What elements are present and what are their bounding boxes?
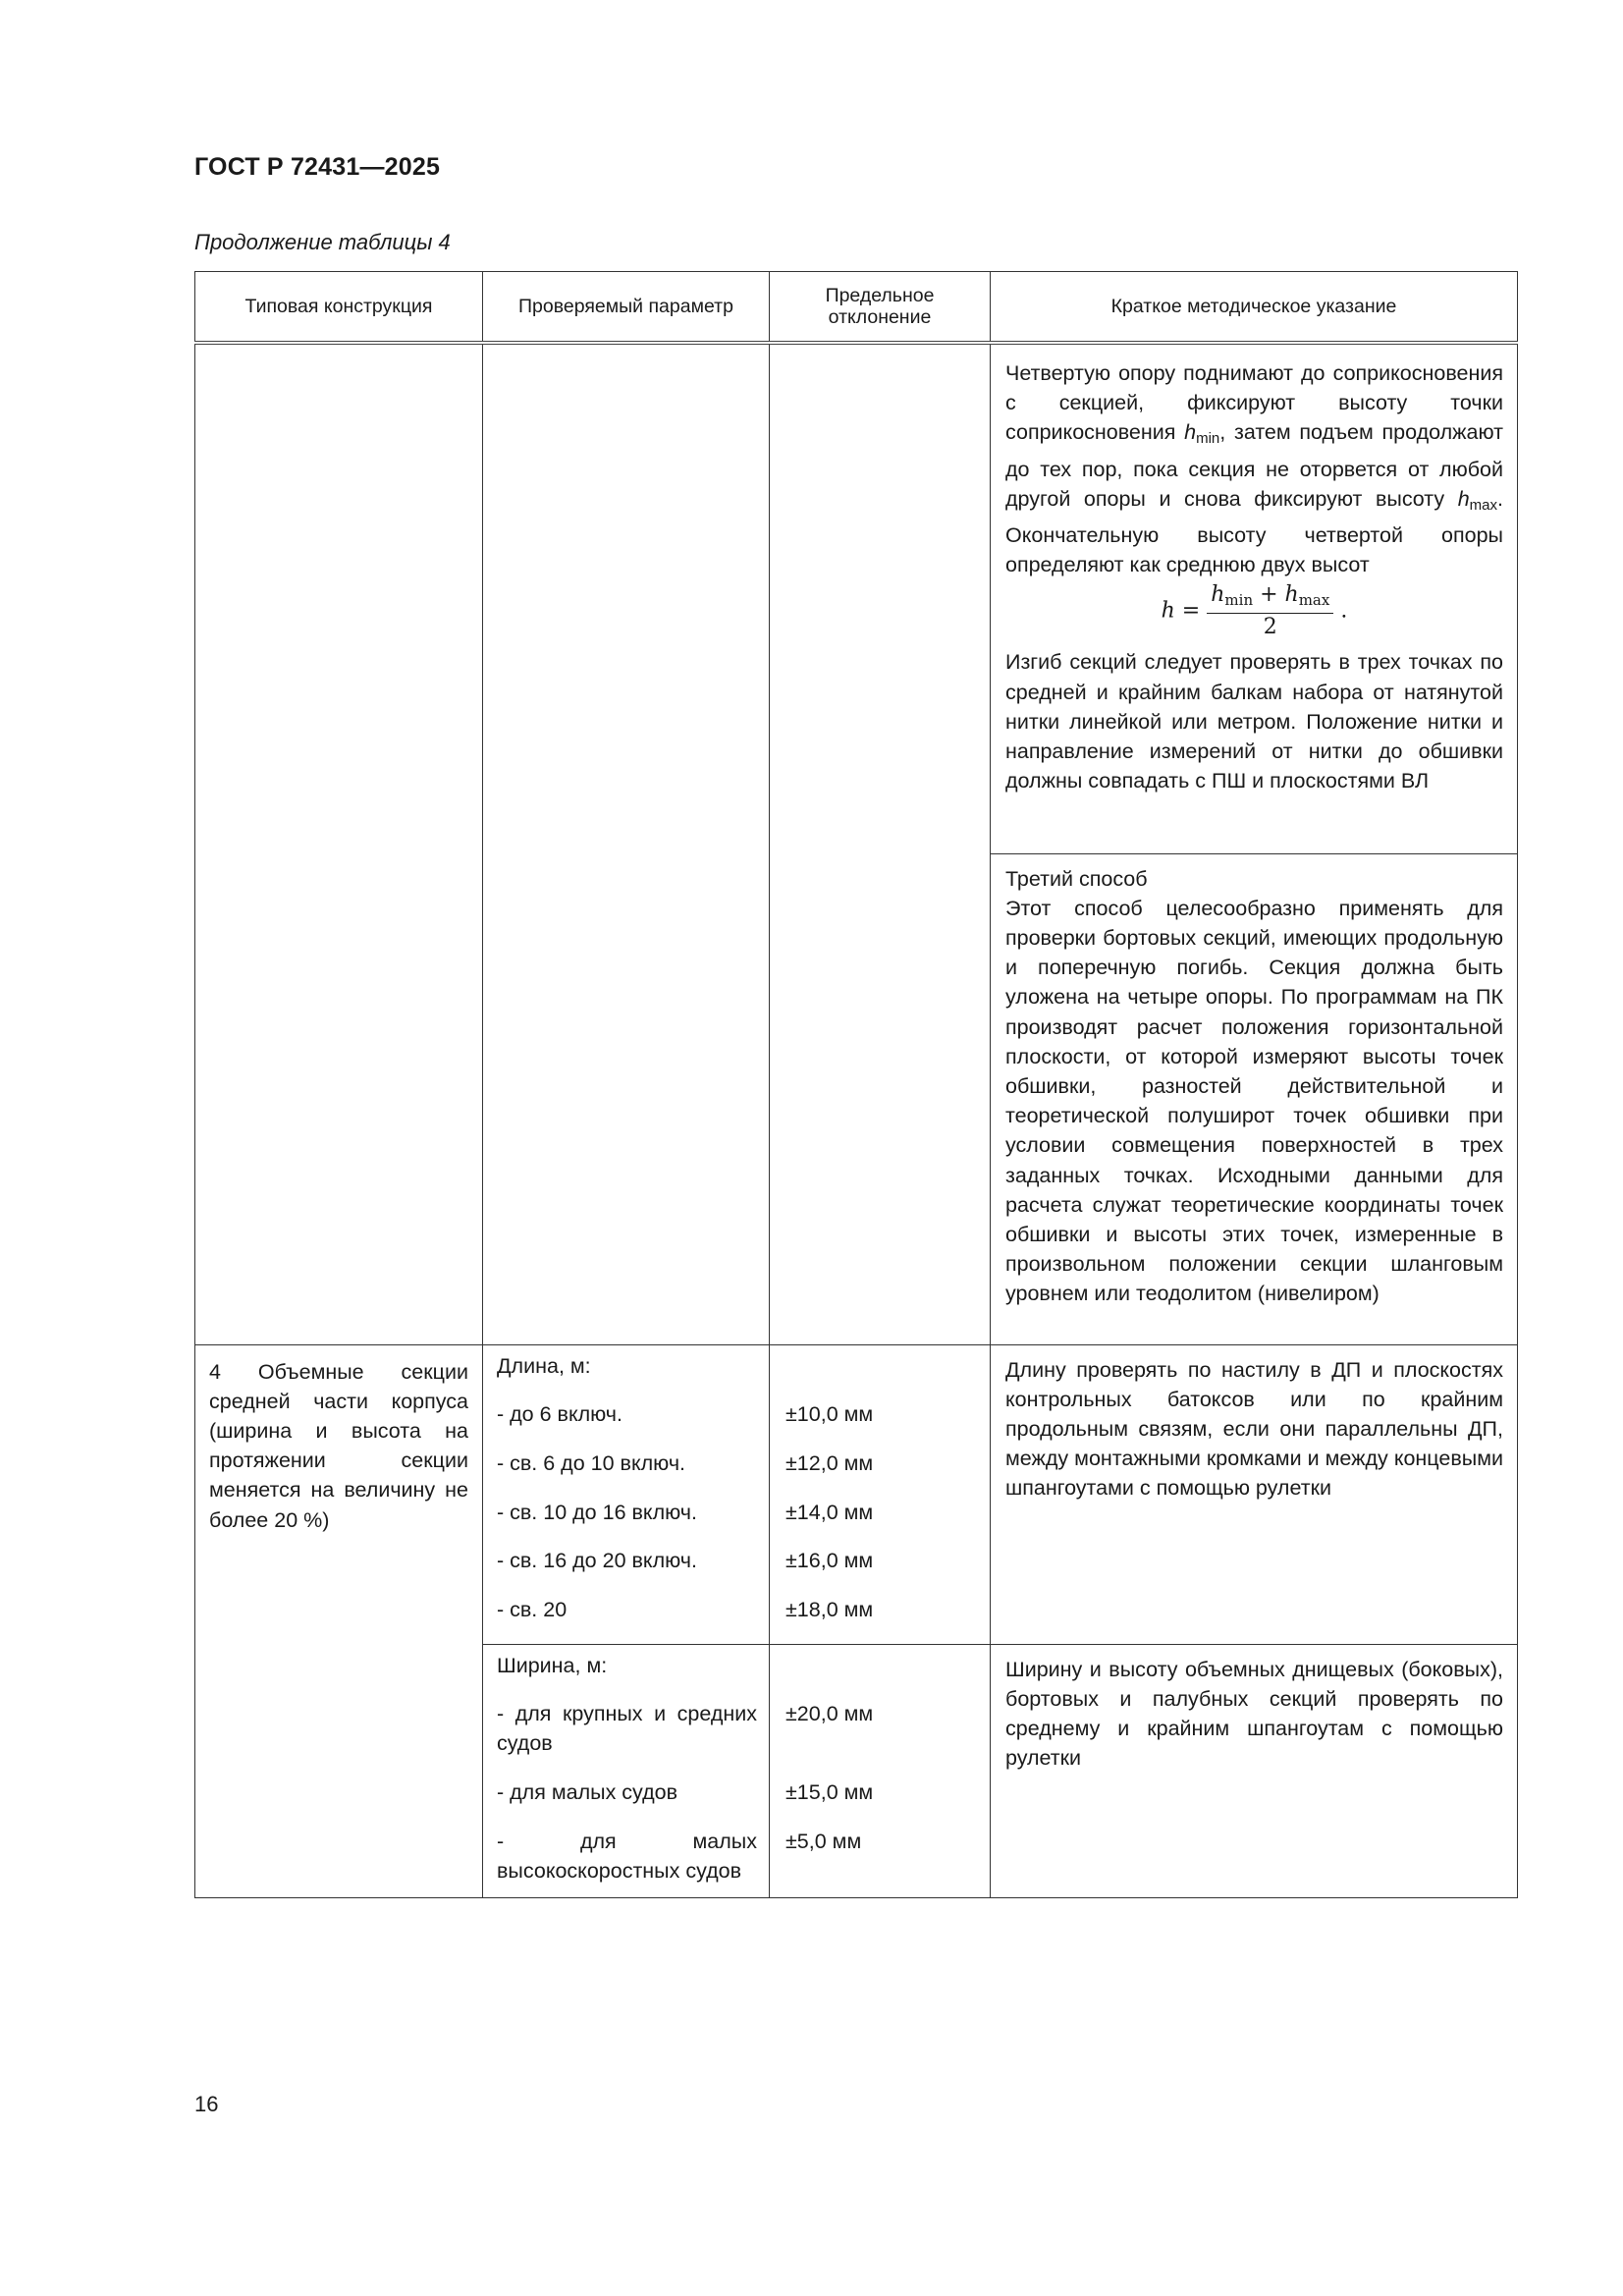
table-row bbox=[195, 1344, 1518, 1644]
deviation-value: ±20,0 мм bbox=[785, 1702, 874, 1726]
list-item: - до 6 включ. bbox=[497, 1402, 622, 1427]
construction-text: 4 Объемные секции средней части корпуса (ширина и высота на протяжении секции меняется на величину не более 20 %) bbox=[209, 1359, 468, 1532]
table-continuation-caption: Продолжение таблицы 4 bbox=[194, 230, 451, 254]
formula-denominator: 2 bbox=[1263, 615, 1277, 640]
text-run: Четвертую опору поднимают до соприкосновения с секцией, фиксируют высоту точки соприкосновения bbox=[1005, 361, 1503, 445]
deviation-value: ±15,0 мм bbox=[785, 1780, 874, 1805]
document-code: ГОСТ Р 72431—2025 bbox=[194, 153, 441, 181]
method-third-way-title: Третий способ bbox=[1005, 866, 1148, 891]
cell-method-width bbox=[991, 1644, 1518, 1897]
var-h: h bbox=[1457, 486, 1470, 511]
list-item: - св. 6 до 10 включ. bbox=[497, 1450, 685, 1475]
parameter-width-label: Ширина, м: bbox=[497, 1653, 608, 1677]
method-paragraph-fourth-support bbox=[1005, 358, 1503, 579]
deviation-spacer bbox=[770, 1351, 990, 1400]
cell-deviation-empty bbox=[770, 343, 991, 1344]
list-item: - св. 10 до 16 включ. bbox=[497, 1500, 697, 1524]
method-width-text: Ширину и высоту объемных днищевых (боковых), бортовых и палубных секций проверять по среднему и крайним шпангоутам с помощью рулетки bbox=[1005, 1657, 1503, 1771]
deviation-value: ±5,0 мм bbox=[785, 1830, 862, 1853]
parameter-length-label: Длина, м: bbox=[497, 1353, 591, 1378]
column-header-deviation-text: Предельное отклонение bbox=[825, 285, 935, 328]
formula-fraction bbox=[1207, 583, 1333, 639]
var-h: h bbox=[1284, 582, 1299, 608]
list-item: - св. 16 до 20 включ. bbox=[497, 1549, 697, 1573]
method-paragraph-bending: Изгиб секций следует проверять в трех точках по средней и крайним балкам набора от натянутой нитки линейкой или метром. Положение нитки и направление измерений от нитки до обшивки должны совпадать с ПШ и плоскостями ВЛ bbox=[1005, 650, 1503, 793]
deviation-value: ±18,0 мм bbox=[785, 1597, 874, 1621]
cell-method-block1 bbox=[991, 343, 1518, 853]
deviation-spacer bbox=[770, 1651, 990, 1700]
var-h: h bbox=[1211, 582, 1225, 608]
list-item: - св. 20 bbox=[497, 1597, 568, 1621]
deviation-value: ±14,0 мм bbox=[785, 1500, 874, 1524]
cell-deviation-length bbox=[770, 1344, 991, 1644]
formula-plus: + bbox=[1253, 582, 1285, 608]
cell-parameter-width bbox=[483, 1644, 770, 1897]
column-header-method: Краткое методическое указание bbox=[991, 272, 1518, 344]
deviation-value: ±12,0 мм bbox=[785, 1450, 874, 1475]
var-h: h bbox=[1184, 420, 1197, 445]
method-third-way-text: Этот способ целесообразно применять для проверки бортовых секций, имеющих продольную и поперечную погибь. Секция должна быть уложена на четыре опоры. По программам на ПК производят расчет положения горизонтальной плоскости, от которой измеряют высоты точек обшивки, разностей действительной и теоретической полуширот точек обшивки при условии совмещения поверхностей в трех заданных точках. Исходными данными для расчета служат теоретические координаты точек обшивки и высоты этих точек, измеренные в произвольном положении секции шланговым уровнем или теодолитом (нивелиром) bbox=[1005, 896, 1503, 1306]
method-length-text: Длину проверять по настилу в ДП и плоскостях контрольных батоксов или по крайним продольным связям, если они параллельны ДП, между монтажными кромками и между концевыми шпангоутами с помощью рулетки bbox=[1005, 1357, 1503, 1501]
text-run: . Окончательную высоту четвертой опоры определяют как среднюю двух высот bbox=[1005, 486, 1503, 577]
column-header-parameter: Проверяемый параметр bbox=[483, 272, 770, 344]
cell-method-length bbox=[991, 1344, 1518, 1644]
sub-min: min bbox=[1224, 591, 1254, 610]
cell-construction-volume-sections bbox=[195, 1344, 483, 1897]
formula-end: . bbox=[1340, 598, 1348, 624]
list-item: - для крупных и средних судов bbox=[497, 1702, 757, 1756]
sub-max: max bbox=[1469, 496, 1498, 514]
list-item: - для малых высокоскоростных судов bbox=[497, 1830, 757, 1883]
text-run: , затем подъем продолжают до тех пор, пока секция не оторвется от любой другой опоры и снова фиксируют высоту bbox=[1005, 420, 1503, 511]
cell-parameter-length bbox=[483, 1344, 770, 1644]
page-number: 16 bbox=[194, 2092, 219, 2116]
cell-deviation-width bbox=[770, 1644, 991, 1897]
cell-construction-empty bbox=[195, 343, 483, 1344]
table-header-row bbox=[195, 272, 1518, 344]
requirements-table bbox=[194, 271, 1518, 1898]
deviation-value: ±16,0 мм bbox=[785, 1549, 874, 1573]
column-header-deviation bbox=[770, 272, 991, 344]
formula-lhs: h = bbox=[1161, 598, 1201, 624]
table-row bbox=[195, 343, 1518, 853]
sub-min: min bbox=[1196, 430, 1220, 448]
sub-max: max bbox=[1298, 591, 1330, 610]
deviation-value: ±10,0 мм bbox=[785, 1402, 874, 1427]
cell-parameter-empty bbox=[483, 343, 770, 1344]
column-header-construction: Типовая конструкция bbox=[195, 272, 483, 344]
list-item: - для малых судов bbox=[497, 1780, 678, 1805]
formula-numerator bbox=[1207, 583, 1333, 614]
cell-method-block2 bbox=[991, 853, 1518, 1344]
formula-average-height bbox=[1005, 583, 1503, 639]
